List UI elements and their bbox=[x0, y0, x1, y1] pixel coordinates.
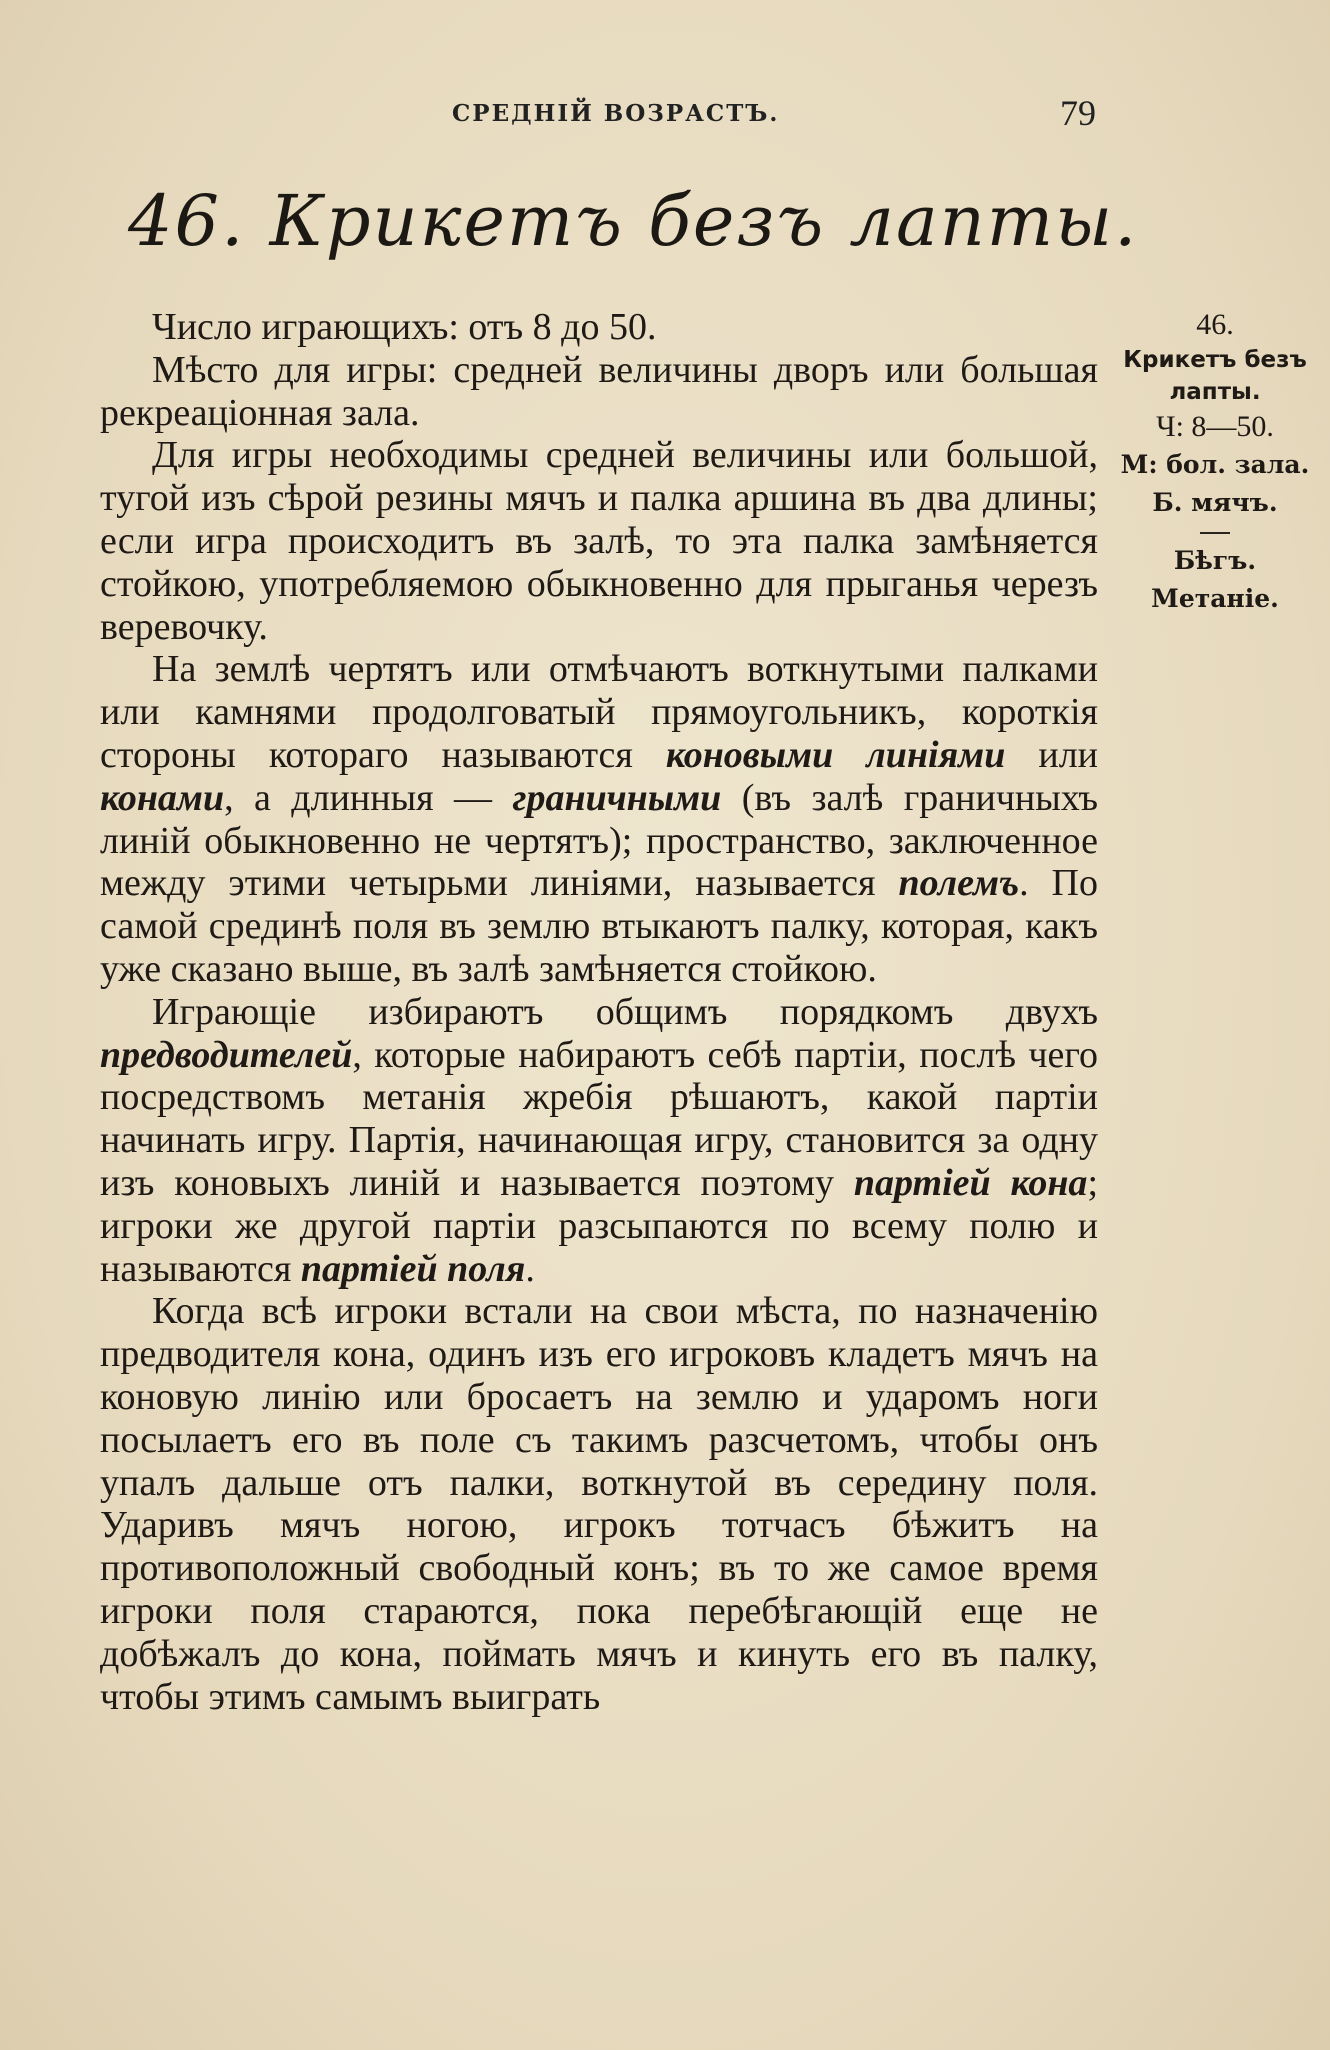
italic-term: предводителей bbox=[100, 1033, 353, 1076]
paragraph-field bbox=[100, 648, 1098, 990]
paragraph-teams bbox=[100, 991, 1098, 1291]
chapter-title: 46. Крикетъ безъ лапты. bbox=[128, 180, 1139, 262]
text-span: или bbox=[1005, 733, 1098, 776]
italic-term: партiей поля bbox=[300, 1247, 526, 1290]
paragraph-play: Когда всѣ игроки встали на свои мѣста, по назначенiю предводителя кона, одинъ изъ его игроковъ кладетъ мячъ на коновую линiю или бросаетъ на землю и ударомъ ноги посылаетъ его въ поле съ такимъ разсчетомъ, чтобы онъ упалъ дальше отъ палки, воткнутой въ середину поля. Ударивъ мячъ ногою, игрокъ тотчасъ бѣжитъ на противоположный свободный конъ; въ то же самое время игроки поля стараются, пока перебѣгающiй еще не добѣжалъ до кона, поймать мячъ и кинуть его въ палку, чтобы этимъ самымъ выиграть bbox=[100, 1290, 1098, 1718]
italic-term: полемъ bbox=[898, 862, 1020, 905]
margin-note-activity-throw: Метанiе. bbox=[1151, 584, 1279, 613]
paragraph-equipment: Для игры необходимы средней величины или большой, тугой изъ сѣрой резины мячъ и палка аршина въ два длины; если игра происходитъ въ залѣ, то эта палка замѣняется стойкою, употребляемою обыкновенно для прыганья черезъ веревочку. bbox=[100, 434, 1098, 648]
italic-term: граничными bbox=[512, 776, 722, 819]
margin-note-title-cont: лапты. bbox=[1169, 379, 1261, 405]
margin-note-activity-run: Бѣгъ. bbox=[1173, 546, 1257, 575]
italic-term: конами bbox=[100, 776, 225, 819]
margin-note-divider bbox=[1200, 532, 1230, 534]
paragraph-place: Мѣсто для игры: средней величины дворъ или большая рекреацiонная зала. bbox=[100, 348, 1098, 434]
margin-note-players: Ч: 8—50. bbox=[1156, 410, 1274, 443]
text-span: Играющiе избираютъ общимъ порядкомъ двухъ bbox=[152, 990, 1098, 1033]
margin-note-title: Крикетъ безъ bbox=[1123, 347, 1307, 373]
text-span: . bbox=[525, 1247, 535, 1290]
text-span: . По самой срединѣ поля въ землю втыкаютъ палку, которая, какъ уже сказано выше, въ залѣ замѣняется стойкою. bbox=[100, 862, 1098, 990]
body-text bbox=[100, 306, 1098, 1718]
italic-term: коновыми линiями bbox=[665, 733, 1006, 776]
margin-note bbox=[1100, 306, 1330, 618]
text-span: ; игроки же другой партiи разсыпаются по всему полю и называются bbox=[100, 1161, 1098, 1290]
running-head: СРЕДНIЙ ВОЗРАСТЪ. bbox=[452, 100, 780, 127]
text-span: На землѣ чертятъ или отмѣчаютъ воткнутыми палками или камнями продолговатый прямоугольникъ, короткiя стороны котораго называются bbox=[100, 648, 1098, 776]
margin-note-ball: Б. мячъ. bbox=[1152, 488, 1278, 517]
text-span: , а длинныя — bbox=[224, 776, 513, 819]
margin-note-place: М: бол. зала. bbox=[1120, 450, 1310, 479]
italic-term: партiей кона bbox=[853, 1161, 1088, 1204]
text-span: , которые набираютъ себѣ партiи, послѣ чего посредствомъ метанiя жребiя рѣшаютъ, какой партiи начинать игру. Партiя, начинающая игру, становится за одну изъ коновыхъ линiй и называется поэтому bbox=[100, 1033, 1098, 1204]
text-span: (въ залѣ граничныхъ линiй обыкновенно не чертятъ); пространство, заключенное между этими четырьми линiями, называется bbox=[100, 776, 1098, 905]
page-number: 79 bbox=[1060, 93, 1096, 133]
paragraph-players: Число играющихъ: отъ 8 до 50. bbox=[152, 306, 657, 348]
margin-note-number: 46. bbox=[1196, 308, 1234, 341]
